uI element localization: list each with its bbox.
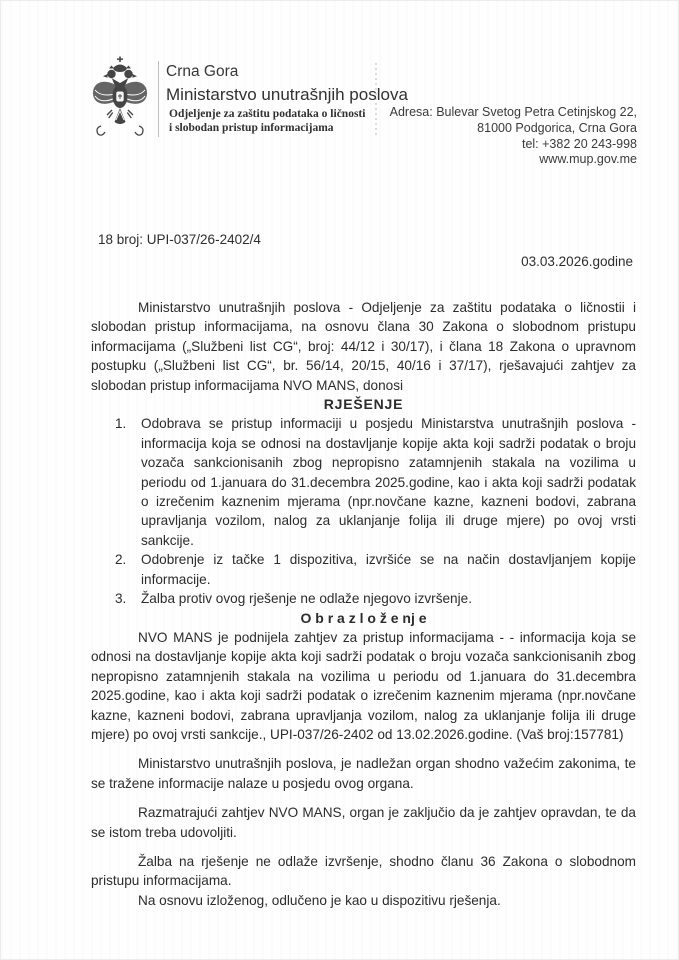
address-website: www.mup.gov.me [539, 152, 637, 167]
decision-item [91, 414, 636, 550]
explanation-title: O b r a z l o ž e nj e [300, 609, 427, 626]
header-ministry-title: Ministarstvo unutrašnjih poslova [166, 85, 408, 104]
intro-paragraph: Ministarstvo unutrašnjih poslova - Odjeljenje za zaštitu podataka o ličnostii i slobodan pristup informacijama, na osnovu člana 30 Zakona o slobodnom pristupu informacijama („Službeni list CG“, broj: 44/12 i 30/17), i člana 18 Zakona o upravnom postupku („Službeni list CG“, br. 56/14, 20/15, 40/16 i 37/17), rješavajući zahtjev za slobodan pristup informacijama NVO MANS, donosi [91, 300, 636, 393]
address-line: 81000 Podgorica, Crna Gora [477, 120, 637, 135]
address-phone: tel: +382 20 243-998 [521, 136, 637, 151]
explanation-paragraph: Žalba na rješenje ne odlaže izvršenje, shodno članu 36 Zakona o slobodnom pristupu informacijama. [91, 853, 636, 889]
coat-of-arms-icon [89, 55, 151, 141]
decision-item [91, 550, 636, 589]
header-divider [158, 61, 159, 137]
explanation-paragraph: NVO MANS je podnijela zahtjev za pristup informacijama - - informacija koja se odnosi na dostavljanje kopije akta koji sadrži podatak o broju vozača sankcionisanih zbog nepropisno zatamnjenih stakala na vozilima u periodu od 1.januara do 31.decembra 2025.godine, kao i akta koji sadrži podatak o izrečenim kaznenim mjerama (npr.novčane kazne, kazneni bodovi, zabrana upravljanja vozilom, nalog za uklanjanje folija ili druge mjere) po ovoj vrsti sankcije., UPI-037/26-2402 od 13.02.2026.godine. (Vaš broj:157781) [91, 629, 636, 742]
document-body [91, 298, 636, 910]
header-department [169, 107, 365, 135]
item-text: Odobrava se pristup informaciji u posjedu Ministarstva unutrašnjih poslova - informacija koja se odnosi na dostavljanje kopije akta koji sadrži podatak o broju vozača sankcionisanih zbog nepropisno zatamnjenih stakala na vozilima u periodu od 1.januara do 31.decembra 2025.godine, kao i akta koji sadrži podatak o izrečenim kaznenim mjerama (npr.novčane kazne, kazneni bodovi, zabrana upravljanja vozilom, nalog za uklanjanje folija ili druge mjere) po ovoj vrsti sankcije. [141, 416, 636, 548]
address-line: Adresa: Bulevar Svetog Petra Cetinjskog 22, [389, 105, 637, 119]
scanned-content [1, 1, 678, 959]
item-text: Žalba protiv ovog rješenje ne odlaže njegovo izvršenje. [141, 591, 472, 607]
closing-paragraph: Na osnovu izloženog, odlučeno je kao u dispozitivu rješenja. [138, 892, 501, 908]
item-number: 2. [115, 552, 127, 568]
explanation-paragraph: Razmatrajući zahtjev NVO MANS, organ je zaključio da je zahtjev opravdan, te da se istom treba udovoljiti. [91, 805, 636, 840]
item-number: 3. [115, 591, 127, 607]
header-address-block [390, 105, 637, 168]
decision-title: RJEŠENJE [323, 396, 404, 413]
decision-item-list [91, 414, 636, 608]
item-number: 1. [115, 416, 127, 432]
header-country: Crna Gora [166, 63, 239, 80]
document-date: 03.03.2026.godine [521, 254, 633, 269]
explanation-section [91, 628, 636, 910]
item-text: Odobrenje iz tačke 1 dispozitiva, izvršiće se na način dostavljanjem kopije informacije. [141, 552, 636, 587]
decision-item [91, 589, 636, 608]
reference-number: 18 broj: UPI-037/26-2402/4 [98, 232, 261, 247]
header-department-line2: i slobodan pristup informacijama [169, 122, 334, 134]
header-department-line1: Odjeljenje za zaštitu podataka o ličnosti [169, 108, 366, 120]
explanation-paragraph: Ministarstvo unutrašnjih poslova, je nadležan organ shodno važećim zakonima, te se tražene informacije nalaze u posjedu ovog organa. [91, 756, 636, 791]
